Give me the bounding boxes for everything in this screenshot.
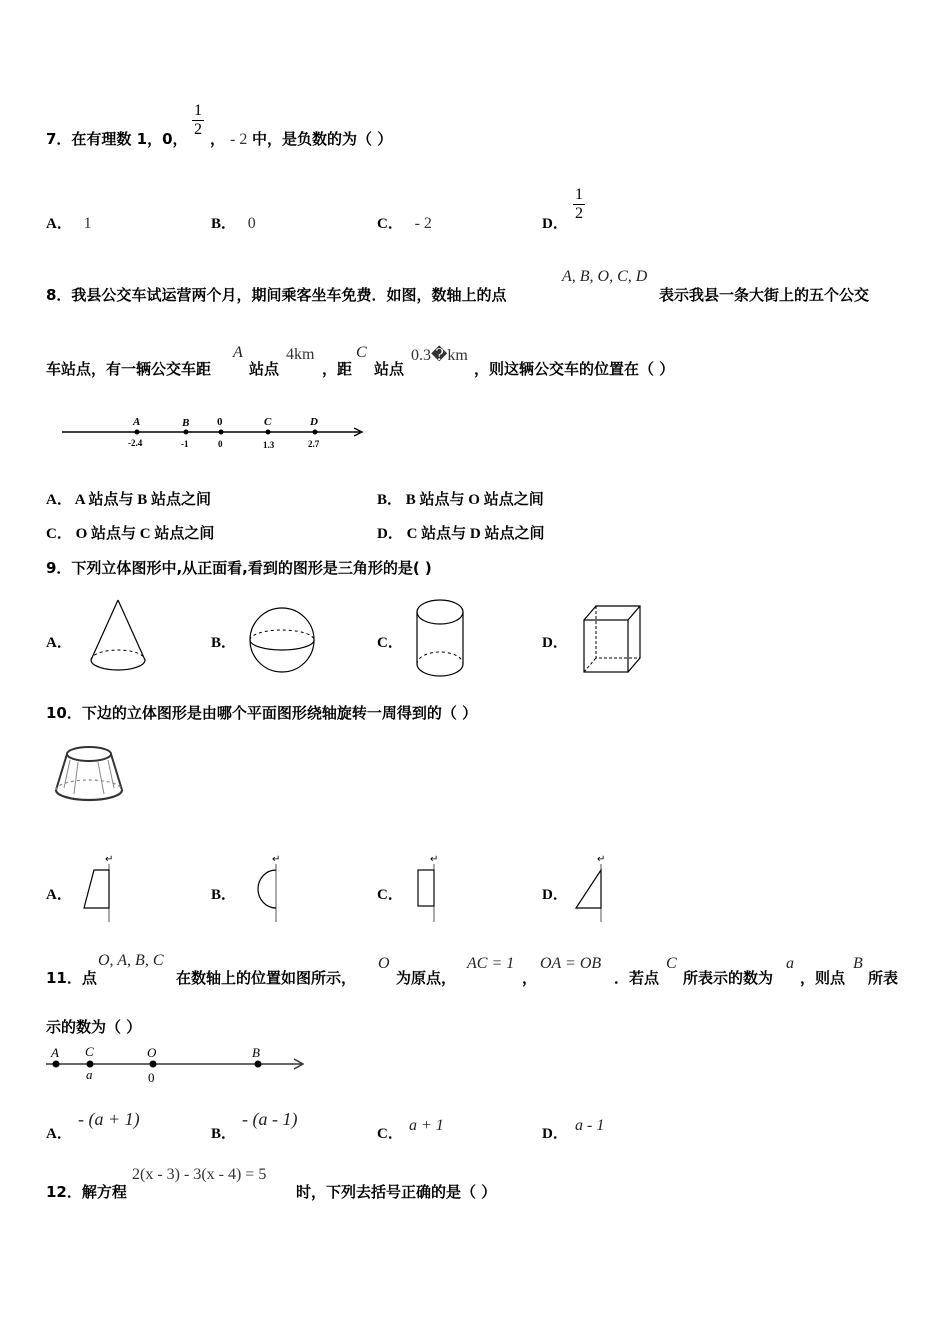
nl-value-c: 1.3 — [263, 440, 275, 450]
q11-t3: ， — [522, 969, 538, 987]
nl-value-a: -2.4 — [128, 438, 143, 448]
option-label: B． — [377, 492, 403, 508]
svg-text:↵: ↵ — [272, 854, 281, 865]
q11-o: O — [378, 955, 390, 972]
svg-text:↵: ↵ — [597, 854, 606, 865]
nl-label-b: B — [182, 417, 190, 429]
q8-var-a: A — [233, 344, 243, 361]
semicircle-axis-icon[interactable] — [244, 852, 284, 924]
option-label: C． — [377, 887, 403, 903]
q11-t5: 所表示的数为 — [683, 969, 774, 987]
q11-t1: 在数轴上的位置如图所示， — [176, 969, 357, 987]
q11-t6: ，则点 — [800, 969, 846, 987]
q11-option-d-value: a - 1 — [575, 1117, 605, 1134]
point-b — [184, 430, 189, 435]
point-o — [219, 430, 224, 435]
point-a — [135, 430, 140, 435]
option-label: D． — [542, 216, 568, 232]
option-text: O 站点与 C 站点之间 — [75, 526, 215, 542]
nl-label-a: A — [51, 1045, 59, 1060]
q11-option-c-value: a + 1 — [409, 1117, 444, 1134]
option-label: B． — [211, 887, 237, 903]
nl-value-d: 2.7 — [308, 439, 320, 449]
nl-label-b: B — [252, 1045, 260, 1060]
q9-stem: 9．下列立体图形中,从正面看,看到的图形是三角形的是( ) — [46, 559, 432, 577]
q9-option-c[interactable] — [377, 631, 403, 652]
option-label: C． — [377, 1126, 403, 1142]
q11-option-a[interactable] — [46, 1122, 72, 1143]
nl-label-a: A — [133, 416, 141, 428]
q8-dist2: 0.3�km — [411, 347, 468, 364]
option-label: C． — [377, 635, 403, 651]
q8-dist1: 4km — [286, 346, 315, 363]
q8-number-line — [60, 412, 370, 452]
nl-label-o: 0 — [217, 416, 223, 428]
q7-comma: ， — [210, 130, 226, 148]
point-d — [313, 430, 318, 435]
q12-suffix: 时，下列去括号正确的是（ ） — [296, 1183, 497, 1201]
q7-option-c[interactable] — [377, 212, 432, 233]
point-b — [255, 1061, 262, 1068]
q7-frac-den: 2 — [194, 121, 202, 138]
option-text: C 站点与 D 站点之间 — [406, 526, 545, 542]
option-frac-den: 2 — [575, 205, 583, 222]
triangle-axis-icon[interactable] — [572, 852, 612, 924]
nl-value-a: a — [86, 1067, 93, 1082]
q11-eq2: OA = OB — [540, 955, 602, 972]
frustum-figure-icon — [52, 744, 128, 804]
q11-number-line — [44, 1042, 314, 1086]
q9-option-d[interactable] — [542, 631, 568, 652]
q8-suffix: 表示我县一条大街上的五个公交 — [659, 286, 870, 304]
q8-line2-e: ，则这辆公交车的位置在（ ） — [474, 360, 675, 378]
nl-label-o: O — [147, 1045, 157, 1060]
q9-option-b[interactable] — [211, 631, 236, 652]
q11-a: a — [786, 955, 794, 972]
option-label: D． — [542, 1126, 568, 1142]
q11-b: B — [853, 955, 863, 972]
q11-t2: 为原点， — [396, 969, 457, 987]
q7-suffix: 中，是负数的为（ ） — [252, 130, 393, 148]
nl-value-b: -1 — [181, 439, 189, 449]
q11-option-c[interactable] — [377, 1122, 403, 1143]
option-frac-num: 1 — [575, 186, 583, 203]
q10-option-c[interactable] — [377, 883, 403, 904]
option-label: A． — [46, 635, 72, 651]
option-label: C． — [377, 216, 403, 232]
q8-line2-a: 车站点，有一辆公交车距 — [46, 360, 212, 378]
q7-stem — [46, 128, 188, 149]
q11-option-a-value: - (a + 1) — [78, 1109, 140, 1129]
q12-equation: 2(x - 3) - 3(x - 4) = 5 — [132, 1166, 267, 1183]
q10-option-b[interactable] — [211, 883, 236, 904]
q11-t7: 所表 — [868, 969, 899, 987]
q12-prefix: 12．解方程 — [46, 1183, 127, 1201]
q8-line2-c: ，距 — [322, 360, 353, 378]
q10-option-a[interactable] — [46, 883, 72, 904]
q8-option-c[interactable] — [46, 522, 214, 543]
q7-prefix: 7．在有理数 1，0， — [46, 130, 188, 148]
q10-option-d[interactable] — [542, 883, 568, 904]
q11-c: C — [666, 955, 677, 972]
option-label: B． — [211, 635, 237, 651]
q10-stem: 10．下边的立体图形是由哪个平面图形绕轴旋转一周得到的（ ） — [46, 704, 478, 722]
nl-value-o: 0 — [148, 1070, 155, 1085]
option-label: B． — [211, 1126, 237, 1142]
nl-value-o: 0 — [218, 439, 223, 449]
q8-var-c: C — [356, 344, 367, 361]
q11-option-b[interactable] — [211, 1122, 236, 1143]
nl-label-d: D — [310, 416, 318, 428]
q8-line2-b: 站点 — [249, 360, 280, 378]
q11-option-b-value: - (a - 1) — [242, 1109, 298, 1129]
option-label: A． — [46, 1126, 72, 1142]
q8-option-b[interactable] — [377, 488, 544, 509]
option-text: A 站点与 B 站点之间 — [74, 492, 212, 508]
q9-option-a[interactable] — [46, 631, 72, 652]
q7-option-d[interactable] — [542, 212, 568, 233]
cylinder-icon[interactable] — [414, 598, 470, 682]
q7-frac-num: 1 — [194, 102, 202, 119]
q8-line2-d: 站点 — [374, 360, 405, 378]
point-a — [53, 1061, 60, 1068]
option-label: B． — [211, 216, 237, 232]
option-label: D． — [542, 887, 568, 903]
option-value: - 2 — [414, 215, 432, 232]
q11-t4: ．若点 — [614, 969, 660, 987]
q7-option-d-fraction — [573, 186, 585, 223]
q8-prefix: 8．我县公交车试运营两个月，期间乘客坐车免费．如图，数轴上的点 — [46, 286, 507, 304]
q7-option-a[interactable] — [46, 212, 92, 233]
option-value: 0 — [247, 215, 256, 232]
q11-points: O, A, B, C — [98, 952, 164, 969]
cone-icon[interactable] — [86, 598, 152, 678]
q11-eq1: AC = 1 — [467, 955, 515, 972]
q11-line2: 示的数为（ ） — [46, 1018, 142, 1036]
cube-icon[interactable] — [580, 604, 644, 676]
option-label: A． — [46, 887, 72, 903]
q11-option-d[interactable] — [542, 1122, 568, 1143]
option-label: A． — [46, 492, 72, 508]
q7-neg2: - 2 — [230, 131, 248, 148]
nl-label-c: C — [264, 416, 272, 428]
q8-points: A, B, O, C, D — [562, 268, 648, 285]
option-text: B 站点与 O 站点之间 — [405, 492, 544, 508]
point-o — [150, 1061, 157, 1068]
q11-prefix: 11．点 — [46, 969, 97, 987]
nl-label-c: C — [85, 1044, 94, 1059]
q7-fraction — [192, 102, 204, 139]
option-label: D． — [542, 635, 568, 651]
option-value: 1 — [83, 215, 92, 232]
svg-text:↵: ↵ — [430, 854, 439, 865]
q8-option-a[interactable] — [46, 488, 211, 509]
sphere-icon[interactable] — [248, 606, 318, 676]
svg-text:↵: ↵ — [105, 854, 114, 865]
option-label: D． — [377, 526, 403, 542]
q8-option-d[interactable] — [377, 522, 545, 543]
option-label: C． — [46, 526, 72, 542]
rectangle-axis-icon[interactable] — [410, 852, 450, 924]
trapezoid-axis-icon[interactable] — [80, 852, 120, 924]
q7-option-b[interactable] — [211, 212, 256, 233]
option-label: A． — [46, 216, 72, 232]
point-c — [266, 430, 271, 435]
